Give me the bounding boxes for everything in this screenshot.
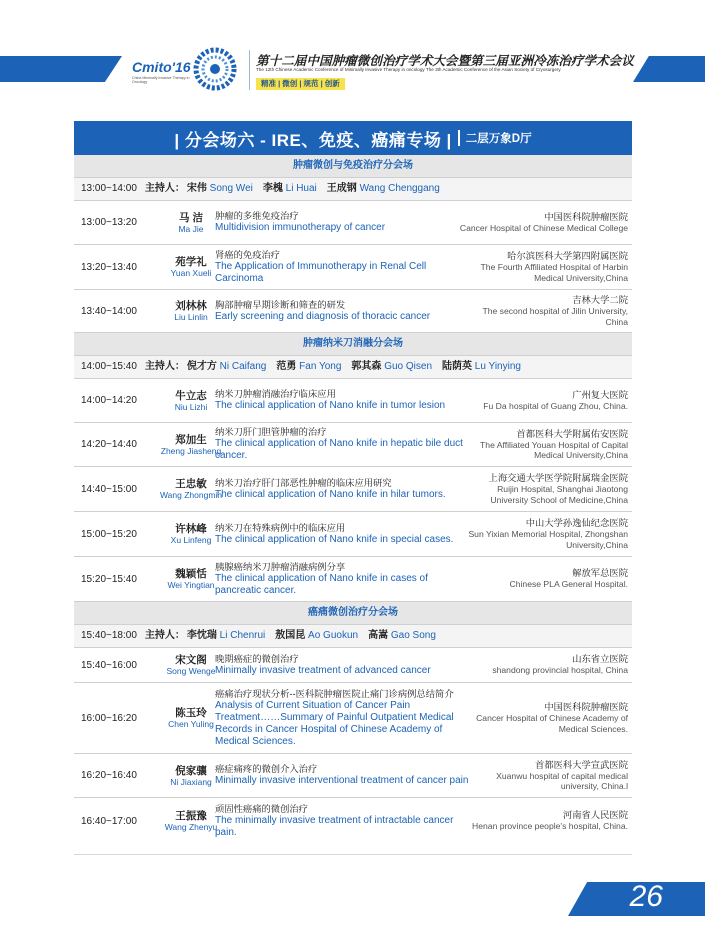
talk-topic <box>215 290 470 332</box>
hospital-en: Sun Yixian Memorial Hospital, Zhongshan University,China <box>468 529 628 550</box>
chair-label: 主持人： <box>144 630 185 641</box>
speaker-name-zh: 倪家骧 <box>175 764 207 777</box>
chair-name-en: Ao Guokun <box>308 630 359 641</box>
hospital-zh: 河南省人民医院 <box>562 810 628 821</box>
talk-row <box>74 201 632 245</box>
speaker-name-en: Song Wenge <box>166 666 216 676</box>
speaker-name-en: Xu Linfeng <box>170 535 212 545</box>
chair-name-zh: 范勇 <box>276 361 297 372</box>
conference-subtitle: The 12th Chinese Academic Conference of Minimally Invasive Therapy in oncology The 3th Academic Conference of the Asian Society of Cryosurgery <box>256 67 561 72</box>
subsession-title: 癌痛微创治疗分会场 <box>74 602 632 625</box>
talk-row <box>74 648 632 683</box>
speaker-name-zh: 王忠敏 <box>175 478 207 490</box>
talk-time: 15:00~15:20 <box>81 528 137 540</box>
talk-hospital <box>458 379 628 422</box>
hospital-zh: 吉林大学二院 <box>572 295 628 305</box>
talk-row <box>74 379 632 423</box>
hospital-zh: 中国医科院肿瘤医院 <box>544 702 628 712</box>
speaker-name-zh: 许林峰 <box>175 523 207 535</box>
topic-zh: 肿瘤的多维免疫治疗 <box>215 211 299 221</box>
talk-topic <box>215 754 470 797</box>
chair-name-zh: 李槐 <box>262 183 283 194</box>
talk-topic <box>215 423 470 466</box>
speaker-name-zh: 魏颖恬 <box>175 568 207 580</box>
chair-time: 15:40~18:00 <box>81 630 137 641</box>
chair-name-zh: 王成钢 <box>326 183 357 194</box>
topic-en: Early screening and diagnosis of thoracic cancer <box>215 310 431 322</box>
chair-name-zh: 宋伟 <box>186 183 207 194</box>
topic-en: The clinical application of Nano knife in tumor lesion <box>215 400 446 411</box>
chair-row <box>74 625 632 648</box>
speaker-name-zh: 牛立志 <box>175 389 207 402</box>
talk-row <box>74 683 632 754</box>
speaker-name-en: Chen Yuling <box>168 719 214 729</box>
talk-row <box>74 290 632 333</box>
hospital-en: The second hospital of Jilin University, China <box>482 306 628 327</box>
conference-tagline: 精准 | 微创 | 规范 | 创新 <box>256 78 345 90</box>
topic-zh: 胸部肿瘤早期诊断和筛查的研发 <box>215 299 346 310</box>
hospital-en: Xuanwu hospital of capital medical university, China.l <box>496 770 628 791</box>
talk-row <box>74 423 632 467</box>
talk-hospital <box>458 290 628 332</box>
speaker-name-zh: 苑学礼 <box>175 256 207 268</box>
speaker-name-zh: 马 洁 <box>179 211 203 224</box>
topic-en: Minimally invasive treatment of advanced cancer <box>215 664 431 676</box>
hospital-zh: 山东省立医院 <box>572 654 628 665</box>
hospital-en: Henan province people's hospital, China. <box>472 821 628 832</box>
chair-name-zh: 陆荫英 <box>442 361 473 372</box>
speaker-name-en: Liu Linlin <box>174 312 208 322</box>
header-divider <box>249 50 250 90</box>
talk-row <box>74 245 632 290</box>
hospital-zh: 首都医科大学宣武医院 <box>535 759 628 770</box>
topic-zh: 纳米刀治疗肝门部恶性肿瘤的临床应用研究 <box>215 477 392 488</box>
hospital-zh: 解放军总医院 <box>572 568 628 579</box>
logo-text: Cmito'16 <box>132 59 191 75</box>
speaker-name-zh: 陈玉玲 <box>175 707 207 719</box>
session-header <box>74 121 632 155</box>
talk-time: 16:40~17:00 <box>81 815 137 827</box>
topic-en: Minimally invasive interventional treatment of cancer pain <box>215 775 469 786</box>
speaker-name-zh: 王振豫 <box>175 810 207 822</box>
hospital-zh: 首都医科大学附属佑安医院 <box>516 428 628 439</box>
talk-topic <box>215 379 470 422</box>
topic-en: The clinical application of Nano knife in hilar tumors. <box>215 488 446 500</box>
talk-time: 15:20~15:40 <box>81 573 137 585</box>
hospital-zh: 上海交通大学医学院附属瑞金医院 <box>488 473 628 483</box>
topic-en: The minimally invasive treatment of intractable cancer pain. <box>215 814 454 838</box>
talk-topic <box>215 467 470 511</box>
logo-ring-icon <box>192 46 238 92</box>
hospital-en: Ruijin Hospital, Shanghai Jiaotong University School of Medicine,China <box>490 484 628 505</box>
chair-name-en: Ni Caifang <box>219 361 267 372</box>
session-room: 二层万象D厅 <box>458 130 532 146</box>
talk-hospital <box>458 648 628 682</box>
chair-row <box>74 356 632 379</box>
topic-zh: 纳米刀肝门胆管肿瘤的治疗 <box>215 427 327 437</box>
topic-zh: 顽固性癌痛的微创治疗 <box>215 803 308 814</box>
talk-time: 16:20~16:40 <box>81 770 137 781</box>
hospital-en: Fu Da hospital of Guang Zhou, China. <box>483 400 628 411</box>
talk-row <box>74 754 632 798</box>
speaker-name-en: Yuan Xueli <box>170 268 212 278</box>
speaker-name-en: Niu Lizhi <box>174 401 208 412</box>
speaker-name-en: Wang Zhenyu <box>164 822 218 832</box>
chair-label: 主持人： <box>144 361 185 372</box>
chair-name-en: Li Huai <box>285 183 317 194</box>
talk-time: 14:20~14:40 <box>81 439 137 450</box>
hospital-zh: 哈尔滨医科大学第四附属医院 <box>507 251 628 261</box>
talk-topic <box>215 245 470 289</box>
speaker-name-zh: 郑加生 <box>175 433 207 446</box>
hospital-en: The Affiliated Youan Hospital of Capital Medical University,China <box>480 439 628 460</box>
speaker-name-zh: 宋文阁 <box>175 654 207 666</box>
topic-en: Multidivision immunotherapy of cancer <box>215 222 386 233</box>
talk-hospital <box>458 683 628 753</box>
hospital-en: Cancer Hospital of Chinese Academy of Medical Sciences. <box>476 713 628 734</box>
talk-row <box>74 512 632 557</box>
topic-zh: 肾癌的免疫治疗 <box>215 249 281 260</box>
talk-time: 14:40~15:00 <box>81 483 137 495</box>
talk-time: 13:00~13:20 <box>81 217 137 228</box>
conference-logo <box>128 44 246 94</box>
header-band-left <box>0 56 122 82</box>
chair-name-en: Li Chenrui <box>219 630 266 641</box>
speaker-name-en: Ma Jie <box>178 223 204 234</box>
talk-time: 13:40~14:00 <box>81 305 137 317</box>
chair-name-en: Fan Yong <box>299 361 342 372</box>
chair-label: 主持人： <box>144 183 185 194</box>
chair-row <box>74 178 632 201</box>
talk-time: 13:20~13:40 <box>81 261 137 273</box>
chair-name-zh: 倪才方 <box>186 361 217 372</box>
topic-zh: 纳米刀在特殊病例中的临床应用 <box>215 522 346 533</box>
topic-zh: 癌症痛疼的微创介入治疗 <box>215 764 318 774</box>
talk-hospital <box>458 754 628 797</box>
chair-name-en: Lu Yinying <box>474 361 521 372</box>
speaker-name-en: Zheng Jiasheng <box>160 445 222 456</box>
topic-en: The clinical application of Nano knife in special cases. <box>215 533 454 545</box>
hospital-en: The Fourth Affiliated Hospital of Harbin Medical University,China <box>480 262 628 283</box>
chair-name-en: Song Wei <box>209 183 253 194</box>
talk-hospital <box>458 245 628 289</box>
chair-name-zh: 李忱瑞 <box>186 630 217 641</box>
talk-topic <box>215 648 470 682</box>
topic-en: The clinical application of Nano knife in cases of pancreatic cancer. <box>215 572 428 596</box>
topic-zh: 胰腺癌纳米刀肿瘤消融病例分享 <box>215 561 346 572</box>
talk-topic <box>215 201 470 244</box>
page-number: 26 <box>629 880 663 913</box>
session-title: | 分会场六 - IRE、免疫、癌痛专场 | <box>174 130 452 150</box>
talk-topic <box>215 683 470 753</box>
speaker-name-en: Wei Yingtian <box>167 580 215 590</box>
session-program <box>74 121 632 855</box>
talk-topic <box>215 798 470 844</box>
speaker-name-en: Ni Jiaxiang <box>170 776 212 787</box>
topic-en: The Application of Immunotherapy in Renal Cell Carcinoma <box>215 260 427 284</box>
talk-row <box>74 557 632 602</box>
talk-hospital <box>458 557 628 601</box>
chair-name-zh: 高嵩 <box>368 630 389 641</box>
topic-en: The clinical application of Nano knife in hepatic bile duct cancer. <box>215 438 463 461</box>
chair-name-en: Wang Chenggang <box>359 183 440 194</box>
subsession-title: 肿瘤纳米刀消融分会场 <box>74 333 632 356</box>
talk-hospital <box>458 467 628 511</box>
chair-name-zh: 敖国昆 <box>275 630 306 641</box>
topic-en: Analysis of Current Situation of Cancer Pain Treatment……Summary of Painful Outpatient Medical Records in Cancer Hospital of Chinese Academy of Medical Sciences. <box>215 699 454 747</box>
speaker-name-en: Wang Zhongmin <box>159 490 223 500</box>
talk-hospital <box>458 512 628 556</box>
chair-time: 13:00~14:00 <box>81 183 137 194</box>
hospital-en: shandong provincial hospital, China <box>492 665 628 676</box>
talk-row <box>74 798 632 844</box>
talk-time: 14:00~14:20 <box>81 395 137 406</box>
topic-zh: 癌痛治疗现状分析--医科院肿瘤医院止痛门诊病例总结简介 <box>215 688 454 699</box>
hospital-en: Cancer Hospital of Chinese Medical College <box>459 222 628 233</box>
topic-zh: 纳米刀肿瘤消融治疗临床应用 <box>215 389 336 399</box>
talk-hospital <box>458 201 628 244</box>
talk-hospital <box>458 798 628 844</box>
speaker-name-zh: 刘林林 <box>175 300 207 312</box>
chair-name-zh: 郭其森 <box>351 361 382 372</box>
talk-topic <box>215 557 470 601</box>
talk-hospital <box>458 423 628 466</box>
hospital-zh: 广州复大医院 <box>572 389 628 400</box>
subsession-title: 肿瘤微创与免疫治疗分会场 <box>74 155 632 178</box>
hospital-en: Chinese PLA General Hospital. <box>509 579 628 590</box>
talk-time: 16:00~16:20 <box>81 712 137 724</box>
topic-zh: 晚期癌症的微创治疗 <box>215 653 299 664</box>
conference-title: 第十二届中国肿瘤微创治疗学术大会暨第三届亚洲冷冻治疗学术会议 <box>256 54 634 68</box>
talk-topic <box>215 512 470 556</box>
talk-time: 15:40~16:00 <box>81 659 137 671</box>
hospital-zh: 中国医科院肿瘤医院 <box>544 211 628 222</box>
talk-row <box>74 467 632 512</box>
chair-name-en: Gao Song <box>390 630 436 641</box>
logo-subtitle: China Minimally Invasive Therapy in Oncology <box>132 76 190 84</box>
hospital-zh: 中山大学孙逸仙纪念医院 <box>525 518 628 528</box>
chair-time: 14:00~15:40 <box>81 361 137 372</box>
chair-name-en: Guo Qisen <box>384 361 433 372</box>
